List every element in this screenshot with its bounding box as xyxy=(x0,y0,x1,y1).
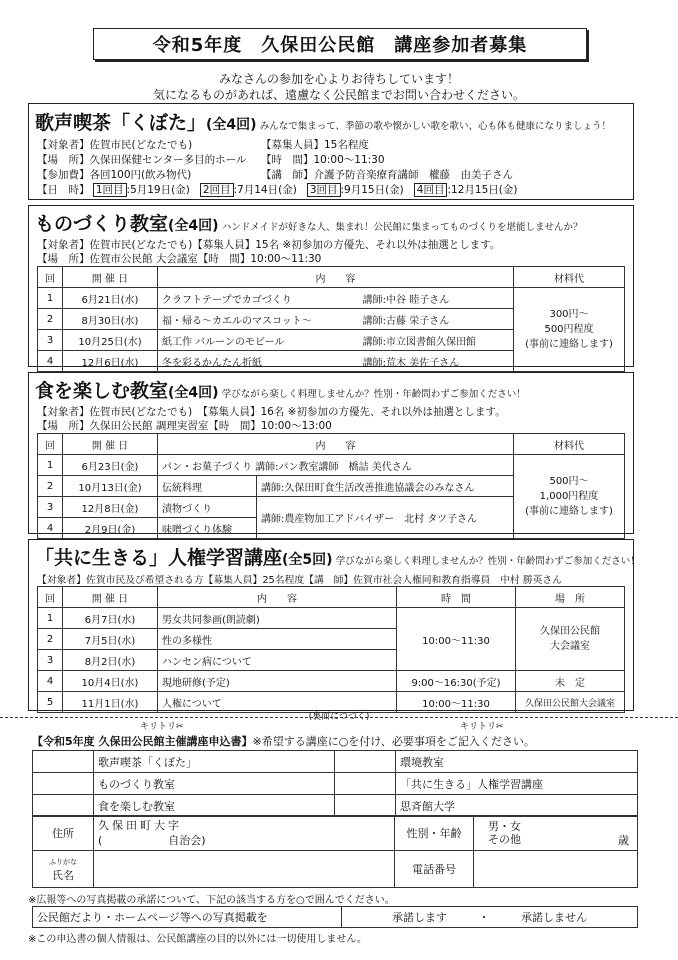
time-cell: 10:00～11:30 xyxy=(397,608,516,671)
fee-line: 500円～ xyxy=(549,476,589,487)
applicant-info-table xyxy=(32,815,638,888)
target-info: 【対象者】佐賀市民(どなたでも)【募集人員】15名 ※初参加の方優先、それ以外は抽選とします。 xyxy=(37,239,501,251)
row-date: 8月2日(水) xyxy=(63,650,158,671)
name-field[interactable] xyxy=(94,851,395,888)
row-content: パン・お菓子づくり 講師:パン教室講師 橋詰 美代さん xyxy=(158,455,514,476)
page-title: 令和5年度 久保田公民館 講座参加者募集 xyxy=(93,28,587,60)
course-selection-table xyxy=(32,750,638,817)
privacy-note: ※この申込書の個人情報は、公民館講座の目的以外には一切使用しません。 xyxy=(28,934,367,945)
intro-line-1: みなさんの参加を心よりお待ちしています！ xyxy=(218,72,459,86)
row-teacher: 講師:市立図書館久保田館 xyxy=(359,330,514,351)
table-row xyxy=(38,288,625,309)
section-human-rights xyxy=(28,539,640,711)
row-teacher: 講師:久保田町食生活改善推進協議会のみなさん xyxy=(257,476,514,497)
col-header: 回 xyxy=(38,434,63,455)
scissors-icon: ✂ xyxy=(496,722,504,732)
row-number: 3 xyxy=(38,650,63,671)
row-content: 現地研修(予定) xyxy=(158,671,397,692)
section-karaoke-cafe xyxy=(28,103,634,200)
place-cell: 久保田公民館大会議室 xyxy=(516,692,625,713)
furigana-label: ふりがな xyxy=(49,858,77,866)
course-option: 環境教室 xyxy=(396,751,638,773)
row-teacher: 講師:中谷 睦子さん xyxy=(359,288,514,309)
row-number: 1 xyxy=(38,288,63,309)
course-option: 歌声喫茶「くぼた」 xyxy=(94,751,335,773)
dates-label: 【日 時】 xyxy=(37,184,90,196)
section-crafts xyxy=(28,205,634,367)
session-date: :7月14日(金) xyxy=(233,184,297,196)
form-header xyxy=(32,733,535,749)
course-option: 食を楽しむ教室 xyxy=(94,795,335,817)
row-content: 伝統料理 xyxy=(158,476,257,497)
place-line: 久保田公民館 xyxy=(540,626,600,637)
cut-label xyxy=(140,719,184,732)
section-title: ものづくり教室 xyxy=(35,213,169,235)
photo-decline-option[interactable]: 承諾しません xyxy=(521,911,587,924)
row-date: 11月1日(水) xyxy=(63,692,158,713)
row-number: 1 xyxy=(38,608,63,629)
photo-question: 公民館だより・ホームページ等への写真掲載を xyxy=(33,907,342,928)
col-header: 材料代 xyxy=(514,267,625,288)
row-date: 6月21日(水) xyxy=(63,288,158,309)
session-number: 2回目 xyxy=(200,183,234,197)
row-date: 6月7日(水) xyxy=(63,608,158,629)
circle-cell[interactable] xyxy=(335,795,396,817)
section-title: 歌声喫茶「くぼた」 xyxy=(35,112,207,134)
row-number: 2 xyxy=(38,476,63,497)
row-content: 人権について xyxy=(158,692,397,713)
row-number: 4 xyxy=(38,351,63,372)
target-info: 【対象者】佐賀市民(どなたでも) xyxy=(37,139,193,151)
age-suffix: 歳 xyxy=(618,834,629,847)
session-count: (全4回) xyxy=(168,385,219,401)
table-row xyxy=(38,671,625,692)
session-date: :12月15日(金) xyxy=(447,184,518,196)
schedule-dates xyxy=(37,182,517,197)
fee-line: 1,000円程度 xyxy=(539,491,599,502)
row-number: 1 xyxy=(38,455,63,476)
row-content: ハンセン病について xyxy=(158,650,397,671)
target-info: 【対象者】佐賀市民及び希望される方【募集人員】25名程度【講 師】佐賀市社会人権同和教育指導員 中村 勝英さん xyxy=(37,575,563,586)
section-description: みんなで集まって、季節の歌や懐かしい歌を歌い、心も体も健康になりましょう！ xyxy=(259,121,612,132)
photo-consent-note: ※広報等への写真掲載の承諾について、下記の該当する方を○で囲んでください。 xyxy=(28,895,395,906)
row-content: 紙工作 バルーンのモビール xyxy=(158,330,359,351)
place-time-info: 【場 所】久保田公民館 調理実習室【時 間】10:00～13:00 xyxy=(37,420,332,432)
session-number: 1回目 xyxy=(93,183,127,197)
cut-label-text: キリトリ xyxy=(460,722,497,732)
place-cell xyxy=(516,608,625,671)
row-date: 12月6日(水) xyxy=(63,351,158,372)
session-count: (全4回) xyxy=(168,218,219,234)
circle-cell[interactable] xyxy=(33,773,94,795)
gender-age-label: 性別・年齢 xyxy=(395,816,474,851)
row-number: 2 xyxy=(38,309,63,330)
col-header: 内 容 xyxy=(158,267,514,288)
circle-cell[interactable] xyxy=(33,751,94,773)
row-number: 5 xyxy=(38,692,63,713)
gender-options: 男・女 xyxy=(488,820,521,833)
cut-line xyxy=(0,717,678,718)
table-row xyxy=(38,608,625,629)
circle-cell[interactable] xyxy=(335,773,396,795)
scissors-icon: ✂ xyxy=(176,722,184,732)
course-option: 「共に生きる」人権学習講座 xyxy=(396,773,638,795)
fee-line: (事前に連絡します) xyxy=(525,506,613,517)
row-date: 6月23日(金) xyxy=(63,455,158,476)
time-info: 【時 間】10:00～11:30 xyxy=(261,154,385,166)
section-cooking xyxy=(28,372,634,534)
row-teacher: 講師:農産物加工アドバイザー 北村 タツ子さん xyxy=(257,497,514,539)
row-content: 性の多様性 xyxy=(158,629,397,650)
cut-label xyxy=(460,719,504,732)
place-info: 【場 所】久保田保健センター多目的ホール xyxy=(37,154,247,166)
fee-info: 【参加費】各回100円(飲み物代) xyxy=(37,169,192,181)
phone-label: 電話番号 xyxy=(395,851,474,888)
crafts-schedule-table xyxy=(37,266,625,372)
cooking-schedule-table xyxy=(37,433,625,539)
col-header: 材料代 xyxy=(514,434,625,455)
session-count: (全4回) xyxy=(206,117,257,133)
row-date: 12月8日(金) xyxy=(63,497,158,518)
address-label: 住所 xyxy=(33,816,94,851)
row-content: 福・帰る～カエルのマスコット～ xyxy=(158,309,359,330)
col-header: 内 容 xyxy=(158,434,514,455)
row-date: 7月5日(水) xyxy=(63,629,158,650)
session-number: 4回目 xyxy=(414,183,448,197)
row-number: 3 xyxy=(38,330,63,351)
teacher-info: 【講 師】介護予防音楽療育講師 權藤 由美子さん xyxy=(261,169,513,181)
fee-cell xyxy=(514,288,625,372)
name-label: 氏名 xyxy=(52,869,74,882)
cut-label-text: キリトリ xyxy=(140,722,177,732)
row-date: 10月4日(水) xyxy=(63,671,158,692)
capacity-info: 【募集人員】15名程度 xyxy=(261,139,369,151)
row-date: 10月25日(水) xyxy=(63,330,158,351)
form-title: 【令和5年度 久保田公民館主催講座申込書】 xyxy=(32,735,253,748)
row-content: 冬を彩るかんたん折紙 xyxy=(158,351,359,372)
place-cell: 未 定 xyxy=(516,671,625,692)
back-page-note: (裏面につづく) xyxy=(308,712,370,722)
photo-accept-option[interactable]: 承諾します xyxy=(392,911,447,924)
row-content: 漬物づくり xyxy=(158,497,257,518)
time-cell: 10:00～11:30 xyxy=(397,692,516,713)
section-title: 食を楽しむ教室 xyxy=(35,380,169,402)
row-date: 2月9日(金) xyxy=(63,518,158,539)
intro-line-2: 気になるものがあれば、遠慮なく公民館までお問い合わせください。 xyxy=(152,88,525,102)
session-date: :9月15日(金) xyxy=(340,184,404,196)
row-number: 4 xyxy=(38,518,63,539)
row-date: 10月13日(金) xyxy=(63,476,158,497)
fee-line: (事前に連絡します) xyxy=(525,339,613,350)
row-teacher: 講師:古藤 栄子さん xyxy=(359,309,514,330)
target-info: 【対象者】佐賀市民(どなたでも) 【募集人員】16名 ※初参加の方優先、それ以外は抽選とします。 xyxy=(37,406,506,418)
row-number: 3 xyxy=(38,497,63,518)
time-cell: 9:00～16:30(予定) xyxy=(397,671,516,692)
form-instruction: ※希望する講座に○を付け、必要事項をご記入ください。 xyxy=(252,735,535,748)
course-option: ものづくり教室 xyxy=(94,773,335,795)
course-option: 思斉館大学 xyxy=(396,795,638,817)
photo-separator: ・ xyxy=(478,911,490,924)
photo-consent-table xyxy=(32,906,638,928)
address-value: 久保田町大字 xyxy=(98,819,182,832)
row-content: クラフトテープでカゴづくり xyxy=(158,288,359,309)
row-date: 8月30日(水) xyxy=(63,309,158,330)
row-content: 男女共同参画(朗読劇) xyxy=(158,608,397,629)
human-rights-schedule-table xyxy=(37,586,625,713)
table-row xyxy=(38,455,625,476)
session-date: :5月19日(金) xyxy=(126,184,190,196)
section-title: 「共に生きる」人権学習講座 xyxy=(35,547,283,569)
col-header: 時 間 xyxy=(397,587,516,608)
section-description: ハンドメイドが好きな人、集まれ！公民館に集まってものづくりを堪能しませんか？ xyxy=(221,222,583,233)
circle-cell[interactable] xyxy=(335,751,396,773)
address-field[interactable] xyxy=(94,816,395,851)
phone-field[interactable] xyxy=(474,851,638,888)
gender-other: その他 xyxy=(488,833,521,846)
fee-cell xyxy=(514,455,625,539)
jichikai-field: ( 自治会) xyxy=(98,834,206,847)
photo-consent-options xyxy=(342,907,638,928)
place-time-info: 【場 所】佐賀市公民館 大会議室【時 間】10:00～11:30 xyxy=(37,253,322,265)
place-line: 大会議室 xyxy=(550,641,590,652)
fee-line: 500円程度 xyxy=(544,324,594,335)
col-header: 内 容 xyxy=(158,587,397,608)
col-header: 回 xyxy=(38,587,63,608)
name-label-cell xyxy=(33,851,94,888)
col-header: 開 催 日 xyxy=(63,267,158,288)
row-teacher: 講師:荒木 美佐子さん xyxy=(359,351,514,372)
section-description: 学びながら楽しく料理しませんか？性別・年齢問わずご参加ください！ xyxy=(221,389,526,400)
fee-line: 300円～ xyxy=(549,309,589,320)
circle-cell[interactable] xyxy=(33,795,94,817)
col-header: 開 催 日 xyxy=(63,587,158,608)
col-header: 場 所 xyxy=(516,587,625,608)
session-number: 3回目 xyxy=(307,183,341,197)
col-header: 開 催 日 xyxy=(63,434,158,455)
section-description: 学びながら楽しく料理しませんか？性別・年齢問わずご参加ください！ xyxy=(335,556,640,567)
session-count: (全5回) xyxy=(282,552,333,568)
col-header: 回 xyxy=(38,267,63,288)
row-number: 4 xyxy=(38,671,63,692)
row-content: 味噌づくり体験 xyxy=(158,518,257,539)
gender-age-field[interactable] xyxy=(474,816,638,851)
row-number: 2 xyxy=(38,629,63,650)
